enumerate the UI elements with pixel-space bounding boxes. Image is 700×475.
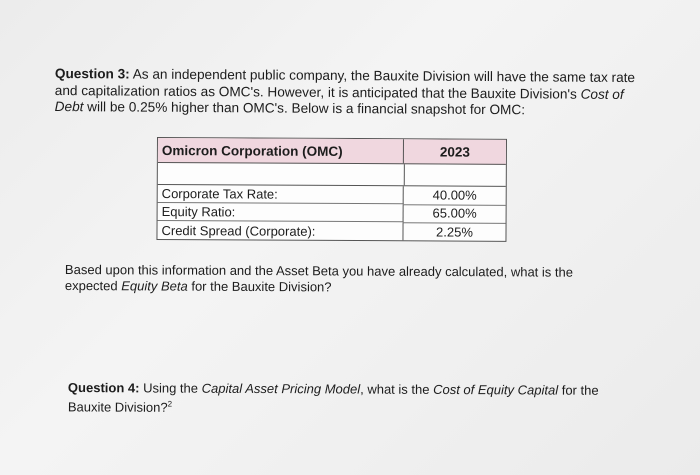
table-row (157, 221, 505, 241)
question-4-text-1: Using the (143, 380, 202, 396)
table-row-value: 40.00% (404, 186, 506, 206)
question-4-text-3: for the Bauxite Division? (67, 382, 599, 415)
table-row (158, 185, 506, 205)
paragraph-text-1: Based upon this information and the Asset Beta you have already calculated, what is the expected (64, 262, 574, 294)
table-row-label: Credit Spread (Corporate): (157, 221, 403, 240)
table-row-label: Corporate Tax Rate: (158, 185, 404, 204)
question-4-italic-2: Cost of Equity Capital (433, 381, 559, 398)
table-row-label: Equity Ratio: (158, 203, 404, 222)
question-4-label: Question 4: (67, 380, 140, 396)
table-row-value: 65.00% (404, 204, 506, 224)
table-row (158, 203, 506, 223)
financial-snapshot-table (156, 137, 507, 242)
question-4-italic-1: Capital Asset Pricing Model (201, 380, 361, 397)
table-header (158, 138, 506, 165)
question-4 (68, 380, 628, 418)
table-header-company: Omicron Corporation (OMC) (158, 138, 404, 163)
table-header-year: 2023 (439, 143, 470, 160)
question-3 (55, 66, 645, 120)
question-4-text-2: , what is the (360, 381, 434, 397)
paragraph-text-2: for the Bauxite Division? (187, 278, 332, 295)
question-3-text-2: will be 0.25% higher than OMC's. Below is a financial snapshot for OMC: (83, 99, 526, 118)
question-3-text-1: As an independent public company, the Bauxite Division will have the same tax rate and capitalization ratios as OMC's. However, it is anticipated that the Bauxite Division's (54, 66, 636, 102)
table-row-value: 2.25% (436, 223, 473, 240)
question-3-label: Question 3: (54, 66, 130, 82)
equity-beta-question (65, 262, 625, 297)
paragraph-italic: Equity Beta (121, 278, 188, 294)
question-3-italic: Cost of Debt (54, 86, 624, 115)
table-spacer (158, 163, 506, 187)
footnote-marker: 2 (167, 399, 173, 409)
